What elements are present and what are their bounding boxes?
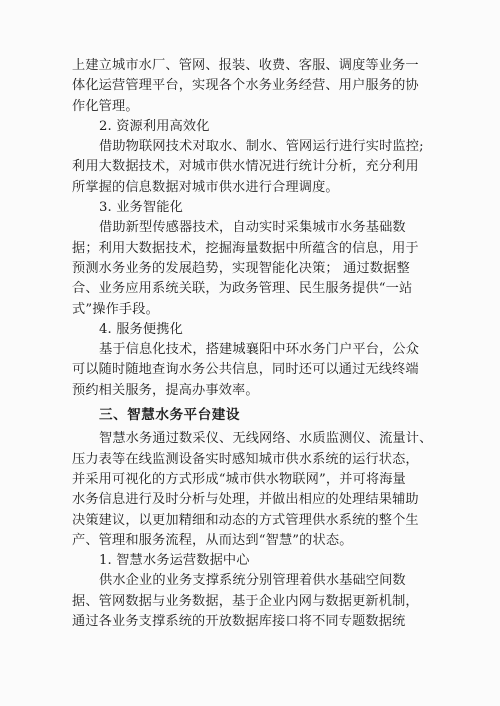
text-line: 可以随时随地查询水务公共信息，同时还可以通过无线终端 [72, 362, 419, 378]
text-line: 预约相关服务，提高办事效率。 [72, 382, 259, 398]
text-line: 式”操作手段。 [72, 301, 159, 317]
text-line: 压力表等在线监测设备实时感知城市供水系统的运行状态， [72, 451, 419, 467]
text-line: 利用大数据技术，对城市供水情况进行统计分析，充分利用 [72, 159, 419, 175]
text-line: 上建立城市水厂、管网、报装、收费、客服、调度等业务一 [72, 58, 419, 73]
text-line: 据、管网数据与业务数据，基于企业内网与数据更新机制， [72, 593, 419, 609]
text-line: 体化运营管理平台，实现各个水务业务经营、用户服务的协 [72, 78, 419, 94]
text-line: 通过各业务支撑系统的开放数据库接口将不同专题数据统 [72, 614, 406, 630]
text-line: 基于信息化技术，搭建城襄阳中环水务门户平台，公众 [99, 342, 420, 358]
text-line: 智慧水务通过数采仪、无线网络、水质监测仪、流量计、 [99, 431, 433, 447]
text-line: 预测水务业务的发展趋势，实现智能化决策； 通过数据整 [72, 260, 410, 276]
text-line: 4. 服务便携化 [99, 321, 183, 337]
text-line: 2. 资源利用高效化 [99, 118, 210, 134]
text-line: 借助物联网技术对取水、制水、管网运行进行实时监控; [99, 139, 424, 155]
text-line: 并采用可视化的方式形成“城市供水物联网”，并可将海量 [72, 471, 406, 487]
text-line: 作化管理。 [72, 98, 139, 114]
text-line: 水务信息进行及时分析与处理，并做出相应的处理结果辅助 [72, 492, 419, 508]
text-line: 所掌握的信息数据对城市供水进行合理调度。 [72, 179, 339, 195]
text-line: 据；利用大数据技术，挖掘海量数据中所蕴含的信息，用于 [72, 240, 419, 256]
text-line: 3. 业务智能化 [99, 200, 183, 216]
text-line: 1. 智慧水务运营数据中心 [99, 553, 250, 569]
text-line: 借助新型传感器技术，自动实时采集城市水务基础数 [99, 220, 406, 236]
text-line: 决策建议，以更加精细和动态的方式管理供水系统的整个生 [72, 512, 419, 528]
text-line: 产、管理和服务流程，从而达到“智慧”的状态。 [72, 532, 353, 548]
section-heading: 三、智慧水务平台建设 [99, 407, 240, 424]
text-line: 合、业务应用系统关联，为政务管理、民生服务提供“一站 [72, 281, 413, 297]
document-body [72, 56, 433, 632]
text-line: 供水企业的业务支撑系统分别管理着供水基础空间数 [99, 573, 406, 589]
